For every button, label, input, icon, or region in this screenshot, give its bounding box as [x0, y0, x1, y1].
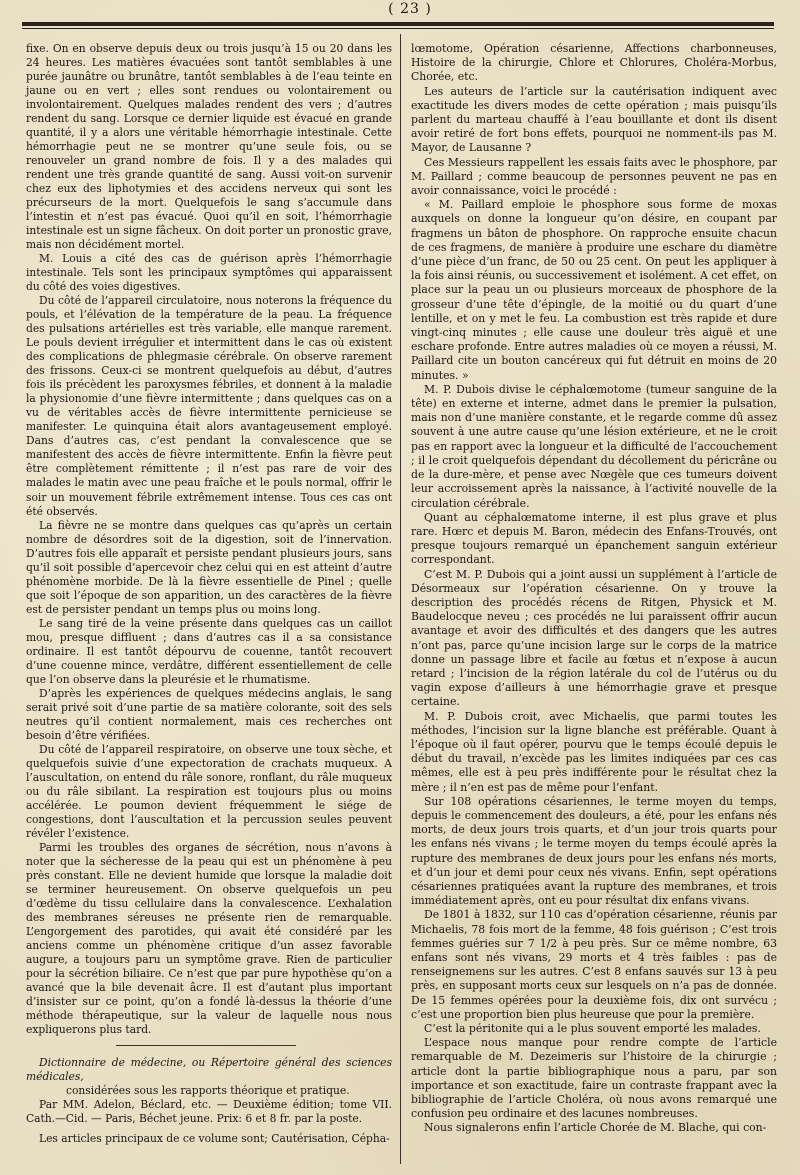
right-column: [411, 42, 777, 1136]
paragraph: Du côté de l’appareil circulatoire, nous noterons la fréquence du pouls, et l’élévation de la température de la peau. La fréquence des pulsations artérielles est très variable, elle manque rarement. Le pouls devient irrégulier et intermittent dans le cas où existent des complications de phlegmasie cérébrale. On observe rarement des frissons. Ceux-ci se montrent quelquefois au début, d’autres fois ils précèdent les paroxysmes fébriles, et donnent à la maladie la physionomie d’une fièvre intermittente ; dans quelques cas on a vu de véritables accès de fièvre intermittente pernicieuse se manifester. Le quinquina était alors avantageusement employé. Dans d’autres cas, c’est pendant la convalescence que se manifestent des accès de fièvre intermittente. Enfin la fièvre peut être complètement rémittente ; il n’est pas rare de voir des malades le matin avec une peau fraîche et le pouls normal, offrir le soir un mouvement fébrile extrêmement intense. Tous ces cas ont été observés.: [26, 294, 392, 518]
paragraph: M. P. Dubois divise le céphalœmotome (tumeur sanguine de la tête) en externe et interne, admet dans le premier la pulsation, mais non d’une manière constante, et le regarde comme dû assez souvent à une autre cause qu’une lésion extérieure, et ne le croit pas en rapport avec la longueur et la difficulté de l’accouchement ; il le croit quelquefois dépendant du décollement du péricrâne ou de la dure-mère, et pense avec Nœgèle que ces tumeurs doivent leur accroissement après la naissance, à l’activité nouvelle de la circulation cérébrale.: [411, 382, 777, 510]
paragraph: Quant au céphalœmatome interne, il est plus grave et plus rare. Hœrc et depuis M. Baron, médecin des Enfans-Trouvés, ont presque toujours remarqué un épanchement sanguin extérieur correspondant.: [411, 510, 777, 567]
page-number: ( 23 ): [388, 1, 432, 17]
paragraph: Parmi les troubles des organes de sécrétion, nous n’avons à noter que la sécheresse de la peau qui est un phénomène à peu près constant. Elle ne devient humide que lorsque la maladie doit se terminer heureusement. On observe quelquefois un peu d’œdème du tissu cellulaire dans la convalescence. L’exhalation des membranes séreuses ne présente rien de remarquable. L’engorgement des parotides, qui avait été considéré par les anciens comme un phénomène critique d’un assez favorable augure, a toujours paru un symptôme grave. Rien de particulier pour la sécrétion biliaire. Ce n’est que par pure hypothèse qu’on a avancé que la bile devenait âcre. Il est d’autant plus important d’insister sur ce point, qu’on a fondé là-dessus la théorie d’une méthode thérapeutique, sur la valeur de laquelle nous nous expliquerons plus tard.: [26, 840, 392, 1037]
section-separator: [116, 1045, 296, 1046]
paragraph: lœmotome, Opération césarienne, Affections charbonneuses, Histoire de la chirurgie, Chlore et Chlorures, Choléra-Morbus, Chorée, etc.: [411, 42, 777, 84]
paragraph: Les auteurs de l’article sur la cautérisation indiquent avec exactitude les divers modes de cette opération ; mais puisqu’ils parlent du marteau chauffé à l’eau bouillante et dont ils disent avoir retiré de fort bons effets, pourquoi ne nomment-ils pas M. Mayor, de Lausanne ?: [411, 84, 777, 155]
paragraph: Du côté de l’appareil respiratoire, on observe une toux sèche, et quelquefois suivie d’une expectoration de crachats muqueux. A l’auscultation, on entend du râle sonore, ronflant, du râle muqueux ou du râle sibilant. La respiration est toujours plus ou moins accélérée. Le poumon devient fréquemment le siége de congestions, dont l’auscultation et la percussion seules peuvent révéler l’existence.: [26, 742, 392, 840]
bibliography-title: [26, 1056, 392, 1084]
header-rule: [22, 22, 774, 26]
bibliography-authors: Par MM. Adelon, Béclard, etc. — Deuxième édition; tome VII. Cath.—Cid. — Paris, Béchet jeune. Prix: 6 et 8 fr. par la poste.: [26, 1098, 392, 1126]
left-column: [26, 42, 392, 1146]
paragraph: M. Louis a cité des cas de guérison après l’hémorrhagie intestinale. Tels sont les principaux symptômes qui apparaissent du côté des voies digestives.: [26, 252, 392, 294]
paragraph: D’après les expériences de quelques médecins anglais, le sang serait privé soit d’une partie de sa matière colorante, soit des sels neutres qu’il contient normalement, mais ces recherches ont besoin d’être vérifiées.: [26, 686, 392, 742]
bibliography-title-text: Dictionnaire de médecine, ou Répertoire général des sciences médicales,: [26, 1056, 392, 1084]
paragraph: Ces Messieurs rappellent les essais faits avec le phosphore, par M. Paillard ; comme beaucoup de personnes peuvent ne pas en avoir connaissance, voici le procédé :: [411, 155, 777, 198]
paragraph: C’est la péritonite qui a le plus souvent emporté les malades.: [424, 1022, 761, 1036]
paragraph: M. P. Dubois croit, avec Michaelis, que parmi toutes les méthodes, l’incision sur la ligne blanche est préférable. Quant à l’époque où il faut opérer, pourvu que le temps écoulé depuis le début du travail, n’excède pas les limites indiquées par ces cas mêmes, elle est à peu près indifférente pour le résultat chez la mère ; il n’en est pas de même pour l’enfant.: [411, 709, 777, 794]
header-rule-thin: [22, 28, 774, 29]
bibliography-subtitle: considérées sous les rapports théorique et pratique.: [66, 1084, 350, 1098]
paragraph: La fièvre ne se montre dans quelques cas qu’après un certain nombre de désordres soit de la digestion, soit de l’innervation. D’autres fois elle apparaît et persiste pendant plusieurs jours, sans qu’il soit possible d’apercevoir chez celui qui en est atteint d’autre phénomène morbide. De là la fièvre essentielle de Pinel ; quelle que soit l’époque de son apparition, un des caractères de la fièvre est de persister pendant un temps plus ou moins long.: [26, 518, 392, 616]
paragraph: De 1801 à 1832, sur 110 cas d’opération césarienne, réunis par Michaelis, 78 fois mort de la femme, 48 fois guérison ; C’est trois femmes guéries sur 7 1/2 à peu près. Sur ce même nombre, 63 enfans sont nés vivans, 29 morts et 4 très faibles : pas de renseignemens sur les autres. C’est 8 enfans sauvés sur 13 à peu près, en supposant morts ceux sur lesquels on n’a pas de donnée. De 15 femmes opérées pour la deuxième fois, dix ont survécu ; c’est une proportion bien plus heureuse que pour la première.: [411, 908, 777, 1021]
paragraph: fixe. On en observe depuis deux ou trois jusqu’à 15 ou 20 dans les 24 heures. Les matières évacuées sont tantôt semblables à une purée jaunâtre ou brunâtre, tantôt semblables à de l’eau teinte en jaune ou en vert ; elles sont rendues ou volontairement ou involontairement. Quelques malades rendent des vers ; d’autres rendent du sang. Lorsque ce dernier liquide est évacué en grande quantité, il y a alors une véritable hémorrhagie intestinale. Cette hémorrhagie peut ne se montrer qu’une seule fois, ou se renouveler un grand nombre de fois. Il y a des malades qui rendent une très grande quantité de sang. Aussi voit-on survenir chez eux des liphotymies et des accidens nerveux qui sont les précurseurs de la mort. Quelquefois le sang s’accumule dans l’intestin et n’est pas évacué. Quoi qu’il en soit, l’hémorrhagie intestinale est un signe fâcheux. On doit porter un pronostic grave, mais non décidément mortel.: [26, 42, 392, 252]
paragraph: Le sang tiré de la veine présente dans quelques cas un caillot mou, presque diffluent ; dans d’autres cas il a sa consistance ordinaire. Il est tantôt dépourvu de couenne, tantôt recouvert d’une couenne mince, verdâtre, différent essentiellement de celle que l’on observe dans la pleurésie et le rhumatisme.: [26, 616, 392, 686]
paragraph: Nous signalerons enfin l’article Chorée de M. Blache, qui con-: [424, 1121, 767, 1135]
paragraph: L’espace nous manque pour rendre compte de l’article remarquable de M. Dezeimeris sur l’histoire de la chirurgie ; article dont la partie bibliographique nous a paru, par son importance et son exactitude, faire un contraste frappant avec la bibliographie de l’article Choléra, où nous avons remarqué une confusion peu ordinaire et des lacunes nombreuses.: [411, 1036, 777, 1121]
paragraph: Sur 108 opérations césariennes, le terme moyen du temps, depuis le commencement des douleurs, a été, pour les enfans nés morts, de deux jours trois quarts, et d’un jour trois quarts pour les enfans nés vivans ; le terme moyen du temps écoulé après la rupture des membranes de deux jours pour les enfans nés morts, et d’un jour et demi pour ceux nés vivans. Enfin, sept opérations césariennes pratiquées avant la rupture des membranes, et trois immédiatement après, ont eu pour résultat dix enfans vivans.: [411, 794, 777, 908]
column-divider: [400, 34, 401, 1164]
paragraph: C’est M. P. Dubois qui a joint aussi un supplément à l’article de Désormeaux sur l’opération césarienne. On y trouve la description des procédés récens de Ritgen, Physick et M. Baudelocque neveu ; ces procédés ne lui paraissent offrir aucun avantage et avoir des difficultés et des dangers que les autres n’ont pas, parce qu’une incision large sur le corps de la matrice donne un passage libre et facile au fœtus et n’expose à aucun retard ; l’incision de la région latérale du col de l’utérus ou du vagin expose d’ailleurs à une hémorrhagie grave et presque certaine.: [411, 567, 777, 709]
bibliography-intro: Les articles principaux de ce volume sont; Cautérisation, Cépha-: [39, 1132, 390, 1146]
quoted-paragraph: « M. Paillard emploie le phosphore sous forme de moxas auxquels on donne la longueur qu’on désire, en coupant par fragmens un bâton de phosphore. On rapproche ensuite chacun de ces fragmens, de manière à produire une eschare du diamètre d’une pièce d’un franc, de 50 ou 25 cent. On peut les appliquer à la fois ainsi réunis, ou successivement et isolément. A cet effet, on place sur la peau un ou plusieurs morceaux de phosphore de la grosseur d’une tête d’épingle, de la moitié ou du quart d’une lentille, et on y met le feu. La combustion est très rapide et dure vingt-cinq minutes ; elle cause une douleur très aiguë et une eschare profonde. Entre autres maladies où ce moyen a réussi, M. Paillard cite un bouton cancéreux qui fut détruit en moins de 20 minutes. »: [411, 198, 777, 382]
